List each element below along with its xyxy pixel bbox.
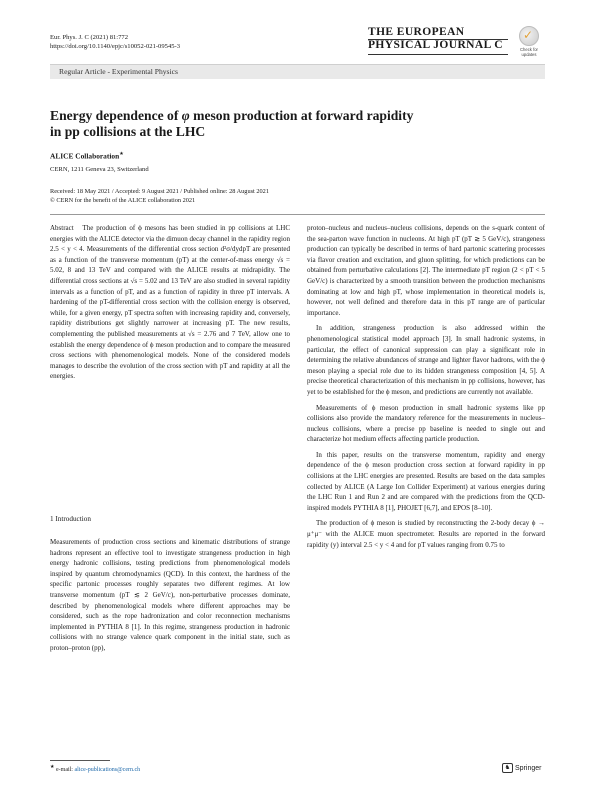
email-link[interactable]: alice-publications@cern.ch: [74, 767, 141, 773]
author-line: [50, 151, 124, 160]
journal-logo: [368, 26, 518, 52]
title-part-2: meson production at forward rapidity: [189, 108, 414, 123]
footnote-label: e-mail:: [55, 767, 73, 773]
article-type: Regular Article - Experimental Physics: [59, 67, 178, 76]
author-mark: ★: [119, 152, 124, 157]
article-type-bar: [50, 64, 545, 79]
right-paragraph-4: In this paper, results on the transverse momentum, rapidity and energy dependence of the ϕ meson production cross section at forward rapidity in pp collisions at the LHC energies are presented. Results are based on the data samples collected by ALICE (A Large Ion Collider Experiment) at various energies during the LHC Run 1 and Run 2 and are compared with the predictions from the QCD-inspired models PYTHIA 8 [1], PHOJET [6,7], and EPOS [8–10].: [307, 450, 545, 512]
paper-title: [50, 108, 545, 140]
divider: [50, 214, 545, 215]
right-paragraph-1: proton–nucleus and nucleus–nucleus collisions, depends on the s-quark content of the sea-parton wave function in nucleons. At high pT (pT ≳ 5 GeV/c), strangeness production can typically be described in terms of hard partonic scattering processes via flavor creation and excitation, and gluon splitting, for which predictions can be obtained from perturbative calculations [2]. The intermediate pT region (2 < pT < 5 GeV/c) is characterized by a smooth transition between the production mechanisms dominating at low and high pT, whose implementation in theoretical models is, however, not well defined and therefore data in this pT range are of particular importance.: [307, 224, 545, 317]
title-phi: φ: [181, 108, 190, 123]
copyright: © CERN for the benefit of the ALICE collaboration 2021: [50, 197, 196, 205]
journal-name-line2: PHYSICAL JOURNAL C: [368, 39, 503, 51]
check-for-updates-badge[interactable]: [514, 26, 544, 60]
running-header: [50, 33, 180, 51]
abstract-label: Abstract: [50, 224, 74, 232]
doi-link[interactable]: https://doi.org/10.1140/epjc/s10052-021-09545-3: [50, 43, 181, 51]
abstract-text: The production of ϕ mesons has been studied in pp collisions at LHC energies with the ALICE detector via the dimuon decay channel in the rapidity region 2.5 < y < 4. Measurements of the differential cross section d²σ/dydpT are presented as a function of the transverse momentum (pT) at the center-of-mass energy √s = 5.02, 8 and 13 TeV and compared with the ALICE results at midrapidity. The differential cross sections at √s = 5.02 and 13 TeV are also studied in several rapidity intervals as a function of pT, and as a function of rapidity in three pT intervals. A hardening of the pT-differential cross section with the collision energy is observed, while, for a given energy, pT spectra soften with increasing rapidity and, conversely, rapidity distributions get slightly narrower at increasing pT. The new results, complementing the published measurements at √s = 2.76 and 7 TeV, allow one to establish the energy dependence of ϕ meson production and to compare the measured cross sections with phenomenological models. None of the considered models manages to describe the evolution of the cross section with pT and rapidity at all the energies.: [50, 224, 291, 381]
section-heading: 1 Introduction: [50, 515, 91, 523]
abstract: [50, 223, 290, 382]
journal-name-line1: THE EUROPEAN: [368, 26, 465, 38]
affiliation: CERN, 1211 Geneva 23, Switzerland: [50, 166, 149, 173]
publisher-logo: [502, 763, 541, 773]
author-name[interactable]: ALICE Collaboration: [50, 151, 120, 161]
publisher-name: Springer: [515, 764, 542, 772]
citation: Eur. Phys. J. C (2021) 81:772: [50, 34, 129, 41]
right-paragraph-5: The production of ϕ meson is studied by reconstructing the 2-body decay ϕ → μ⁺μ⁻ with the ALICE muon spectrometer. Results are reported in the forward rapidity (y) interval 2.5 < y < 4 and for pT values ranging from 0.75 to: [307, 519, 545, 549]
intro-text-1: Measurements of production cross sections and kinematic distributions of strange hadrons represent an effective tool to investigate strangeness production in high energy hadronic collisions, testing predictions from phenomenological models inspired by quantum chromodynamics (QCD). In this context, the hardness of the specific partonic processes roughly separates two different regimes. At low transverse momentum (pT ≲ 2 GeV/c), non-perturbative processes dominate, described by phenomenological models where different approaches may be considered, such as the rope hadronization and color reconnection mechanisms implemented in PYTHIA 8 [1]. In this regime, strangeness production in hadronic collisions with no strange valence quark component in the initial state, such as proton–proton (pp),: [50, 538, 290, 652]
right-column: [307, 223, 545, 550]
springer-horse-icon: ♞: [502, 763, 513, 773]
footnote: ★ e-mail: alice-publications@cern.ch: [50, 765, 141, 773]
badge-text-2: updates: [521, 52, 537, 57]
right-paragraph-3: Measurements of ϕ meson production in small hadronic systems like pp collisions also provide the mandatory reference for the measurements in nucleus–nucleus collisions, where a precise pp baseline is needed to single out and characterize hot medium effects affecting particle production.: [307, 403, 545, 444]
title-part-1: Energy dependence of: [50, 108, 182, 123]
badge-text-1: Check for: [520, 47, 538, 52]
title-line-2: in pp collisions at the LHC: [50, 124, 206, 139]
publication-dates: Received: 18 May 2021 / Accepted: 9 August 2021 / Published online: 28 August 2021: [50, 188, 269, 195]
dates-block: [50, 187, 269, 205]
intro-paragraph-1: [50, 537, 290, 654]
update-icon: ✓: [519, 26, 539, 46]
right-paragraph-2: In addition, strangeness production is also addressed within the phenomenological statistical model approach [3]. In small hadronic systems, in particular, the effect of canonical suppression can play a significant role in determining the relative abundances of strange and lighter flavor hadrons, with the ϕ meson playing a special role due to its hidden strangeness composition [4, 5]. A precise theoretical characterization of this mechanism in pp collisions, however, has yet to be established for the ϕ meson, and predictions are currently not available.: [307, 324, 545, 396]
footnote-rule: [50, 760, 110, 761]
